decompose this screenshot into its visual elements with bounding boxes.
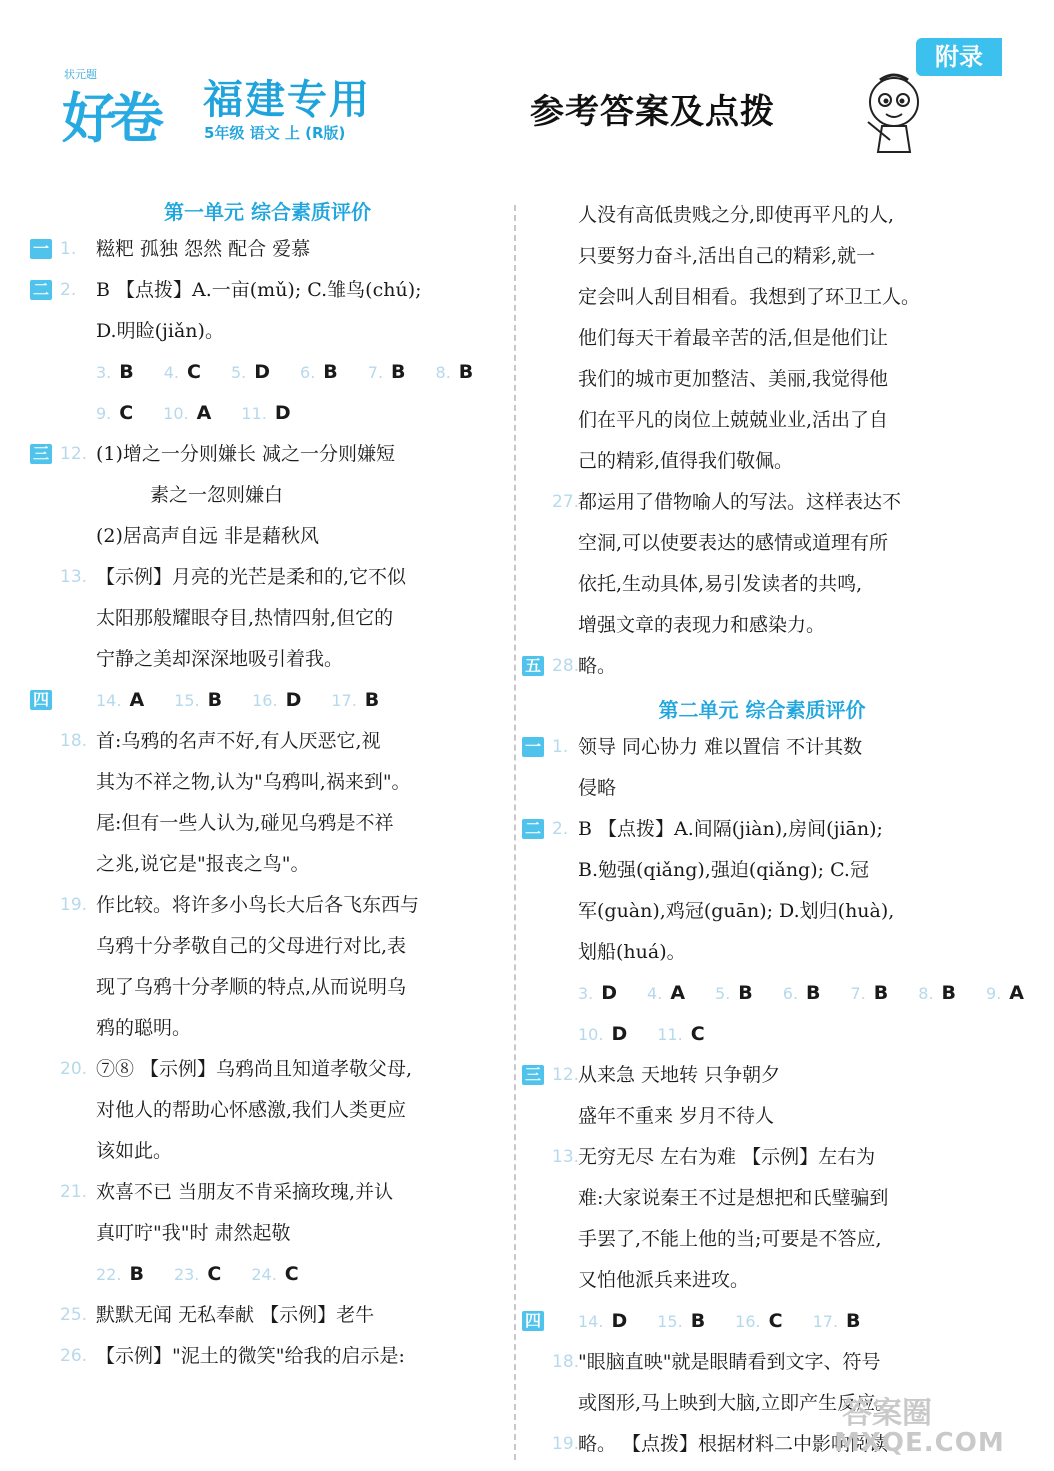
- edition-title: 福建专用: [203, 77, 371, 123]
- answer-line: [522, 1137, 1002, 1178]
- watermark-line1: 答案圈: [842, 1396, 932, 1431]
- answer-text: B.勉强(qiǎng),强迫(qiǎng); C.冠: [578, 859, 869, 881]
- answer-text: 人没有高低贵贱之分,即使再平凡的人,: [578, 204, 895, 226]
- question-number: 13.: [552, 1147, 580, 1167]
- answer-line: [522, 482, 1002, 523]
- appendix-badge: 附录: [916, 38, 1002, 76]
- answer-line: [522, 1301, 1002, 1342]
- question-number: 20.: [60, 1059, 88, 1079]
- answer-line: [30, 926, 505, 967]
- question-number: 14.: [578, 1312, 604, 1331]
- logo-big-text: 好卷: [62, 87, 158, 150]
- answer-text: 空洞,可以使要表达的感情或道理有所: [578, 532, 889, 554]
- answer-line: [30, 1254, 505, 1295]
- answer-text: 略。: [578, 655, 617, 677]
- answer-line: [522, 564, 1002, 605]
- section-marker: 二: [30, 280, 52, 300]
- answer-text: 素之一忽则嫌白: [150, 484, 284, 506]
- question-number: 2.: [60, 280, 77, 300]
- answer-line: [30, 1008, 505, 1049]
- answer-text: 难:大家说秦王不过是想把和氏璧骗到: [578, 1187, 889, 1209]
- answer-line: [30, 434, 505, 475]
- answer-line: [30, 270, 505, 311]
- answer-text: 首:乌鸦的名声不好,有人厌恶它,视: [96, 730, 381, 752]
- question-number: 24.: [251, 1265, 277, 1284]
- answer-text: 无穷无尽 左右为难 【示例】左右为: [578, 1146, 876, 1168]
- question-number: 17.: [812, 1312, 839, 1331]
- answer-choice: B: [690, 1310, 706, 1332]
- answer-choice: B: [323, 361, 338, 383]
- answer-text: [578, 1301, 891, 1342]
- column-divider: [514, 205, 516, 1460]
- answer-choice: A: [1009, 982, 1025, 1004]
- question-number: 11.: [657, 1025, 683, 1044]
- question-number: 19.: [60, 895, 88, 915]
- question-number: 8.: [918, 984, 934, 1003]
- answer-choice: B: [391, 361, 406, 383]
- answer-text: [96, 352, 503, 393]
- answer-line: [522, 727, 1002, 768]
- question-number: 26.: [60, 1346, 88, 1366]
- section-marker: 一: [30, 239, 52, 259]
- question-number: 1.: [60, 239, 77, 259]
- answer-text: 或图形,马上映到大脑,立即产生反应。: [578, 1392, 895, 1414]
- answer-choice: B: [458, 361, 474, 383]
- question-number: 4.: [163, 363, 180, 382]
- question-number: 5.: [715, 984, 731, 1003]
- answer-text: 定会叫人刮目相看。我想到了环卫工人。: [578, 286, 921, 308]
- answer-text: 【示例】"泥土的微笑"给我的启示是:: [96, 1345, 405, 1367]
- answer-text: 只要努力奋斗,活出自己的精彩,就一: [578, 245, 876, 267]
- section-marker: 三: [30, 444, 52, 464]
- question-number: 9.: [96, 404, 112, 423]
- answer-choice: D: [274, 402, 291, 424]
- question-number: 21.: [60, 1182, 88, 1202]
- answer-text: 太阳那般耀眼夺目,热情四射,但它的: [96, 607, 394, 629]
- question-number: 15.: [657, 1312, 683, 1331]
- answer-choice: B: [364, 689, 380, 711]
- answer-choice: B: [738, 982, 753, 1004]
- answer-line: [522, 850, 1002, 891]
- answer-line: [30, 393, 505, 434]
- answer-text: 真叮咛"我"时 肃然起敬: [96, 1222, 291, 1244]
- answer-text: 我们的城市更加整洁、美丽,我觉得他: [578, 368, 889, 390]
- answer-line: [522, 605, 1002, 646]
- grade-subtitle: 5年级 语文 上 (R版): [204, 124, 346, 142]
- question-number: 13.: [60, 567, 88, 587]
- answer-line: [522, 1096, 1002, 1137]
- brand-logo: [58, 62, 178, 150]
- answer-line: [522, 523, 1002, 564]
- left-column: [30, 195, 505, 1377]
- watermark: [812, 1388, 1005, 1466]
- mascot-icon: [860, 70, 930, 160]
- answer-choice: C: [187, 361, 201, 383]
- answer-line: [522, 768, 1002, 809]
- answer-choice: B: [846, 1310, 861, 1332]
- answer-text: 对他人的帮助心怀感激,我们人类更应: [96, 1099, 407, 1121]
- question-number: 12.: [60, 444, 88, 464]
- answer-choice: B: [129, 1263, 144, 1285]
- answer-choice: A: [196, 402, 212, 424]
- answer-text: 盛年不重来 岁月不待人: [578, 1105, 775, 1127]
- answer-text: D.明睑(jiǎn)。: [96, 320, 224, 342]
- answer-text: 军(guàn),鸡冠(guān); D.划归(huà),: [578, 900, 895, 922]
- answer-text: ⑦⑧ 【示例】乌鸦尚且知道孝敬父母,: [96, 1058, 413, 1080]
- answer-choice: C: [690, 1023, 705, 1045]
- watermark-line2: MXQE.COM: [834, 1428, 1005, 1458]
- answer-choice: A: [129, 689, 145, 711]
- question-number: 7.: [367, 363, 384, 382]
- answer-text: 默默无闻 无私奉献 【示例】老牛: [96, 1304, 375, 1326]
- answer-text: 又怕他派兵来进攻。: [578, 1269, 750, 1291]
- answer-text: (2)居高声自远 非是藉秋风: [96, 525, 319, 547]
- question-number: 8.: [435, 363, 451, 382]
- answer-line: [522, 236, 1002, 277]
- answer-line: [30, 475, 505, 516]
- answer-text: 之兆,说它是"报丧之鸟"。: [96, 853, 310, 875]
- answer-line: [522, 1014, 1002, 1055]
- answer-choice: D: [285, 689, 302, 711]
- answer-text: 糍粑 孤独 怨然 配合 爱慕: [96, 238, 311, 260]
- answer-text: [96, 1254, 329, 1295]
- question-number: 18.: [552, 1352, 580, 1372]
- answer-choice: D: [611, 1310, 628, 1332]
- answer-line: [522, 1178, 1002, 1219]
- answer-text: 划船(huá)。: [578, 941, 686, 963]
- answer-line: [30, 1336, 505, 1377]
- answer-choice: D: [601, 982, 618, 1004]
- question-number: 6.: [782, 984, 799, 1003]
- question-number: 25.: [60, 1305, 88, 1325]
- answer-choice: B: [941, 982, 957, 1004]
- answer-choice: C: [284, 1263, 299, 1285]
- question-number: 6.: [300, 363, 316, 382]
- answer-line: [522, 441, 1002, 482]
- answer-text: 侵略: [578, 777, 617, 799]
- answer-text: 该如此。: [96, 1140, 173, 1162]
- question-number: 9.: [986, 984, 1002, 1003]
- answer-text: 他们每天干着最辛苦的活,但是他们让: [578, 327, 889, 349]
- answer-text: 尾:但有一些人认为,碰见乌鸦是不祥: [96, 812, 394, 834]
- answer-line: [522, 646, 1002, 687]
- question-number: 18.: [60, 731, 88, 751]
- unit1-title: 第一单元 综合素质评价: [164, 200, 371, 224]
- question-number: 3.: [96, 363, 112, 382]
- question-number: 7.: [850, 984, 866, 1003]
- answer-line: [522, 318, 1002, 359]
- answer-line: [30, 598, 505, 639]
- answer-line: [30, 1295, 505, 1336]
- answer-line: [522, 932, 1002, 973]
- answer-choice: A: [670, 982, 686, 1004]
- answer-line: [522, 277, 1002, 318]
- question-number: 17.: [331, 691, 357, 710]
- section-marker: 四: [30, 690, 52, 710]
- answer-line: [522, 400, 1002, 441]
- answer-text: "眼脑直映"就是眼睛看到文字、符号: [578, 1351, 881, 1373]
- question-number: 12.: [552, 1065, 580, 1085]
- answer-text: [578, 1014, 735, 1055]
- answer-text: 都运用了借物喻人的写法。这样表达不: [578, 491, 902, 513]
- answer-line: [30, 1172, 505, 1213]
- answer-line: [30, 516, 505, 557]
- answer-text: 略。 【点拨】根据材料二中影响阅读: [578, 1433, 889, 1455]
- answer-text: 宁静之美却深深地吸引着我。: [96, 648, 344, 670]
- answer-text: 其为不祥之物,认为"乌鸦叫,祸来到"。: [96, 771, 411, 793]
- answer-choice: D: [254, 361, 271, 383]
- answer-choice: C: [768, 1310, 783, 1332]
- answer-text: (1)增之一分则嫌长 减之一分则嫌短: [96, 443, 395, 465]
- answer-text: 们在平凡的岗位上兢兢业业,活出了自: [578, 409, 889, 431]
- answer-choice: D: [611, 1023, 628, 1045]
- question-number: 10.: [163, 404, 189, 423]
- answer-line: [30, 721, 505, 762]
- logo-small-text: 状元题: [64, 68, 97, 81]
- question-number: 28.: [552, 656, 580, 676]
- answer-text: 乌鸦十分孝敬自己的父母进行对比,表: [96, 935, 407, 957]
- section-marker: 一: [522, 737, 544, 757]
- answer-line: [30, 1213, 505, 1254]
- answer-text: 现了乌鸦十分孝顺的特点,从而说明乌: [96, 976, 407, 998]
- answer-text: 【示例】月亮的光芒是柔和的,它不似: [96, 566, 407, 588]
- answer-text: 增强文章的表现力和感染力。: [578, 614, 826, 636]
- question-number: 10.: [578, 1025, 604, 1044]
- answer-line: [30, 1049, 505, 1090]
- answer-line: [522, 1055, 1002, 1096]
- question-number: 16.: [735, 1312, 761, 1331]
- answer-line: [522, 195, 1002, 236]
- question-number: 22.: [96, 1265, 122, 1284]
- answer-text: B 【点拨】A.间隔(jiàn),房间(jiān);: [578, 818, 883, 840]
- right-column: [522, 195, 1025, 1465]
- answer-text: [96, 393, 321, 434]
- answer-line: [30, 967, 505, 1008]
- answer-line: [522, 973, 1025, 1014]
- page-header: [0, 0, 1013, 170]
- answer-line: [522, 1219, 1002, 1260]
- answer-line: [30, 229, 505, 270]
- answer-text: 己的精彩,值得我们敬佩。: [578, 450, 794, 472]
- answer-choice: B: [207, 689, 223, 711]
- page-title: 参考答案及点拨: [530, 92, 775, 132]
- answer-line: [522, 891, 1002, 932]
- answer-line: [522, 809, 1002, 850]
- answer-text: 依托,生动具体,易引发读者的共鸣,: [578, 573, 863, 595]
- answer-choice: B: [873, 982, 889, 1004]
- answer-text: 作比较。将许多小鸟长大后各飞东西与: [96, 894, 420, 916]
- section-marker: 二: [522, 819, 544, 839]
- answer-text: 手罢了,不能上他的当;可要是不答应,: [578, 1228, 882, 1250]
- question-number: 4.: [647, 984, 663, 1003]
- answer-line: [30, 762, 505, 803]
- answer-text: B 【点拨】A.一亩(mǔ); C.雏鸟(chú);: [96, 279, 422, 301]
- answer-line: [30, 557, 505, 598]
- answer-line: [30, 1090, 505, 1131]
- answer-text: [96, 680, 409, 721]
- answer-line: [30, 1131, 505, 1172]
- answer-choice: C: [207, 1263, 222, 1285]
- answer-text: [578, 973, 1054, 1014]
- question-number: 27.: [552, 492, 580, 512]
- unit2-title: 第二单元 综合素质评价: [658, 698, 866, 722]
- question-number: 5.: [230, 363, 247, 382]
- section-marker: 三: [522, 1065, 544, 1085]
- answer-line: [30, 639, 505, 680]
- answer-text: 鸦的聪明。: [96, 1017, 192, 1039]
- answer-line: [522, 1260, 1002, 1301]
- section-marker: 四: [522, 1311, 544, 1331]
- question-number: 23.: [173, 1265, 200, 1284]
- section-marker: 五: [522, 656, 544, 676]
- answer-choice: C: [119, 402, 134, 424]
- answer-line: [522, 1342, 1002, 1383]
- answer-choice: B: [119, 361, 134, 383]
- answer-line: [30, 803, 505, 844]
- question-number: 15.: [174, 691, 200, 710]
- question-number: 16.: [252, 691, 278, 710]
- answer-line: [30, 680, 505, 721]
- question-number: 1.: [552, 737, 569, 757]
- question-number: 19.: [552, 1434, 580, 1454]
- answer-text: 欢喜不已 当朋友不肯采摘玫瑰,并认: [96, 1181, 394, 1203]
- answer-text: 领导 同心协力 难以置信 不计其数: [578, 736, 863, 758]
- answer-line: [30, 885, 505, 926]
- answer-text: 从来急 天地转 只争朝夕: [578, 1064, 781, 1086]
- question-number: 2.: [552, 819, 569, 839]
- question-number: 14.: [96, 691, 122, 710]
- answer-choice: B: [806, 982, 821, 1004]
- question-number: 3.: [578, 984, 594, 1003]
- question-number: 11.: [241, 404, 267, 423]
- answer-line: [30, 311, 505, 352]
- answer-line: [30, 352, 505, 393]
- answer-line: [522, 359, 1002, 400]
- answer-line: [30, 844, 505, 885]
